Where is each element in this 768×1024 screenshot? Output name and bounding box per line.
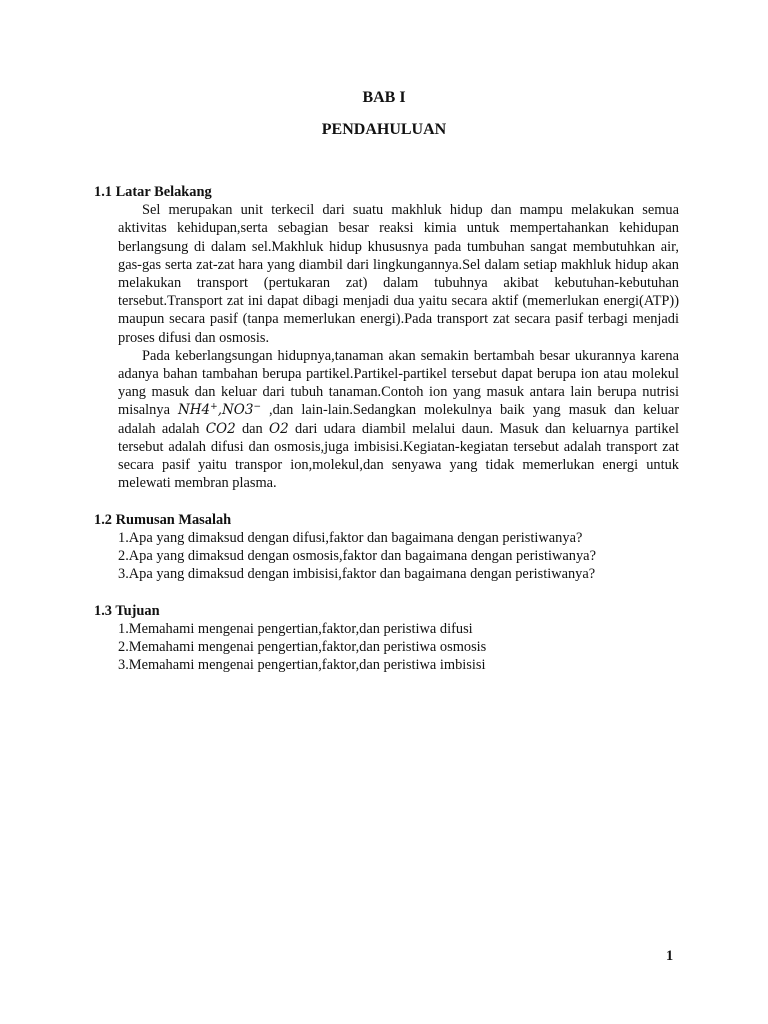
document-body <box>94 183 679 674</box>
list-item: 3.Apa yang dimaksud dengan imbisisi,faktor dan bagaimana dengan peristiwanya? <box>118 566 596 583</box>
section-tujuan <box>94 602 679 675</box>
section-heading: 1.3 Tujuan <box>94 602 160 619</box>
section-rumusan-masalah <box>94 511 679 584</box>
paragraph-text: dari udara diambil melalui daun. Masuk dan keluarnya partikel tersebut adalah difusi dan osmosis,juga imbisisi.Kegiatan-kegiatan tersebut adalah transport zat secara pasif yaitu transpor ion,molekul,dan senyawa yang tidak memerlukan energi untuk melewati membran plasma. <box>118 420 679 492</box>
molecule-formula: CO2 <box>205 420 236 437</box>
paragraph-text: Pada keberlangsungan hidupnya,tanaman akan semakin bertambah besar ukurannya karena adanya bahan tambahan berupa partikel.Partikel-partikel tersebut dapat berupa ion atau molekul yang masuk dan keluar dari tubuh tanaman.Contoh ion yang masuk antara lain berupa nutrisi misalnya <box>118 347 679 419</box>
page-number: 1 <box>666 948 674 964</box>
list-item: 2.Apa yang dimaksud dengan osmosis,faktor dan bagaimana dengan peristiwanya? <box>118 548 596 565</box>
paragraph-text: dan <box>235 420 270 437</box>
section-heading: 1.1 Latar Belakang <box>94 184 212 200</box>
chapter-number: BAB I <box>362 89 406 106</box>
chapter-title: PENDAHULUAN <box>321 121 447 138</box>
list-item: 3.Memahami mengenai pengertian,faktor,dan peristiwa imbisisi <box>118 657 486 674</box>
list-item: 1.Memahami mengenai pengertian,faktor,dan peristiwa difusi <box>118 620 473 637</box>
objective-list <box>118 620 679 675</box>
list-item: 2.Memahami mengenai pengertian,faktor,dan peristiwa osmosis <box>118 639 487 656</box>
paragraph: Sel merupakan unit terkecil dari suatu makhluk hidup dan mampu melakukan semua aktivitas kehidupan,serta sebagian besar reaksi kimia untuk mempertahankan kehidupan berlangsung di dalam sel.Makhluk hidup khususnya pada tumbuhan sangat membutuhkan air, gas-gas serta zat-zat hara yang diambil dari lingkungannya.Sel dalam setiap makhluk hidup akan melakukan transport (pertukaran zat) dalam tubuhnya akibat kebutuhan-kebutuhan tersebut.Transport zat ini dapat dibagi menjadi dua yaitu secara aktif (memerlukan energi(ATP)) maupun secara pasif (tanpa memerlukan energi).Pada transport zat secara pasif terbagi menjadi proses difusi dan osmosis. <box>118 202 679 346</box>
section-heading: 1.2 Rumusan Masalah <box>94 511 232 528</box>
paragraph <box>118 347 679 493</box>
spacer <box>94 583 679 601</box>
spacer <box>94 492 679 510</box>
molecule-formula: O2 <box>269 420 289 437</box>
paragraph-text: ,dan lain-lain.Sedangkan molekulnya baik yang masuk dan keluar adalah adalah <box>118 402 679 437</box>
list-item: 1.Apa yang dimaksud dengan difusi,faktor dan bagaimana dengan peristiwanya? <box>118 529 583 546</box>
ion-formula: NH4+,NO3− <box>177 402 262 419</box>
problem-list <box>118 529 679 584</box>
section-latar-belakang <box>94 183 679 492</box>
